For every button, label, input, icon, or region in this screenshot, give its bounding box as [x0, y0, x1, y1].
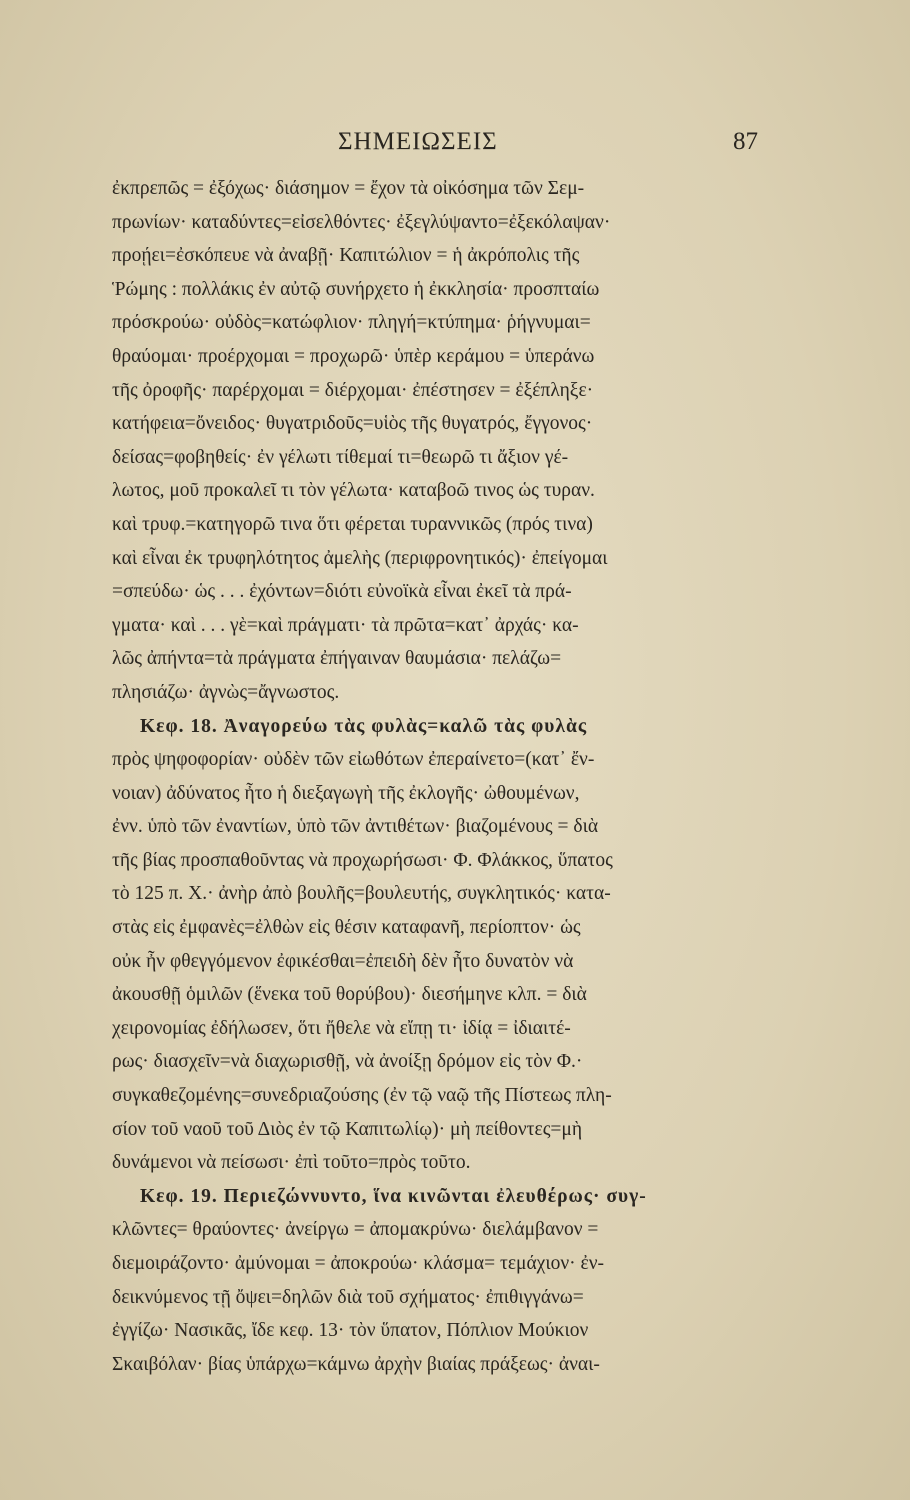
text-line: συγκαθεζομένης=συνεδριαζούσης (ἐν τῷ ναῷ τῆς Πίστεως πλη-	[112, 1085, 612, 1107]
text-line: καὶ τρυφ.=κατηγορῶ τινα ὅτι φέρεται τυραννικῶς (πρός τινα)	[112, 513, 593, 535]
chapter-18-heading-line: Κεφ. 18. Ἀναγορεύω τὰς φυλὰς=καλῶ τὰς φυλὰς	[140, 715, 588, 737]
text-line: =σπεύδω· ὡς . . . ἐχόντων=διότι εὐνοϊκὰ εἶναι ἐκεῖ τὰ πρά-	[112, 581, 572, 603]
text-line: ἐγγίζω· Νασικᾶς, ἴδε κεφ. 13· τὸν ὕπατον, Πόπλιον Μούκιον	[112, 1320, 589, 1342]
text-line: θραύομαι· προέρχομαι = προχωρῶ· ὑπὲρ κεράμου = ὑπεράνω	[112, 345, 595, 367]
text-line: οὐκ ἦν φθεγγόμενον ἐφικέσθαι=ἐπειδὴ δὲν ἦτο δυνατὸν νὰ	[112, 950, 574, 972]
running-head: ΣΗΜΕΙΩΣΕΙΣ	[338, 128, 498, 155]
text-line: διεμοιράζοντο· ἀμύνομαι = ἀποκρούω· κλάσμα= τεμάχιον· ἐν-	[112, 1253, 605, 1274]
text-line: σίον τοῦ ναοῦ τοῦ Διὸς ἐν τῷ Καπιτωλίῳ)· μὴ πείθοντες=μὴ	[112, 1118, 583, 1140]
text-line: καὶ εἶναι ἐκ τρυφηλότητος ἀμελὴς (περιφρονητικός)· ἐπείγομαι	[112, 547, 608, 569]
text-line: ρως· διασχεῖν=νὰ διαχωρισθῇ, νὰ ἀνοίξῃ δρόμον εἰς τὸν Φ.·	[112, 1051, 583, 1073]
text-line: δεικνύμενος τῇ ὄψει=δηλῶν διὰ τοῦ σχήματος· ἐπιθιγγάνω=	[112, 1286, 584, 1308]
text-line: ἀκουσθῇ ὁμιλῶν (ἕνεκα τοῦ θορύβου)· διεσήμηνε κλπ. = διὰ	[112, 984, 587, 1006]
text-line: ἐνν. ὑπὸ τῶν ἐναντίων, ὑπὸ τῶν ἀντιθέτων· βιαζομένους = διὰ	[112, 816, 599, 838]
text-line: πρωνίων· καταδύντες=εἰσελθόντες· ἐξεγλύψαντο=ἐξεκόλαψαν·	[112, 211, 611, 233]
text-line: τῆς βίας προσπαθοῦντας νὰ προχωρήσωσι· Φ. Φλάκκος, ὕπατος	[112, 849, 613, 871]
text-line: χειρονομίας ἐδήλωσεν, ὅτι ἤθελε νὰ εἴπῃ τι· ἰδίᾳ = ἰδιαιτέ-	[112, 1017, 571, 1039]
text-line: προῄει=ἐσκόπευε νὰ ἀναβῇ· Καπιτώλιον = ἡ ἀκρόπολις τῆς	[112, 245, 580, 267]
page-number: 87	[733, 128, 758, 155]
text-line: κλῶντες= θραύοντες· ἀνείργω = ἀπομακρύνω· διελάμβανον =	[112, 1219, 599, 1241]
text-line: πρὸς ψηφοφορίαν· οὐδὲν τῶν εἰωθότων ἐπεραίνετο=(κατ᾿ ἔν-	[112, 749, 595, 771]
text-line: ἐκπρεπῶς = ἐξόχως· διάσημον = ἔχον τὰ οἰκόσημα τῶν Σεμ-	[112, 178, 585, 199]
text-line: τῆς ὀροφῆς· παρέρχομαι = διέρχομαι· ἐπέστησεν = ἐξέπληξε·	[112, 379, 594, 401]
text-line: δυνάμενοι νὰ πείσωσι· ἐπὶ τοῦτο=πρὸς τοῦτο.	[112, 1152, 471, 1174]
text-line: δείσας=φοβηθείς· ἐν γέλωτι τίθεμαί τι=θεωρῶ τι ἄξιον γέ-	[112, 446, 569, 468]
text-line: λωτος, μοῦ προκαλεῖ τι τὸν γέλωτα· καταβοῶ τινος ὡς τυραν.	[112, 480, 595, 502]
text-line: Σκαιβόλαν· βίας ὑπάρχω=κάμνω ἀρχὴν βιαίας πράξεως· ἀναι-	[112, 1353, 600, 1375]
text-line: λῶς ἀπήντα=τὰ πράγματα ἐπήγαιναν θαυμάσια· πελάζω=	[112, 648, 562, 670]
chapter-19-heading-line: Κεφ. 19. Περιεζώννυντο, ἵνα κινῶνται ἐλευθέρως· συγ-	[140, 1185, 647, 1207]
notes-body	[112, 172, 812, 1381]
text-line: πλησιάζω· ἀγνὼς=ἄγνωστος.	[112, 681, 340, 703]
text-line: Ῥώμης : πολλάκις ἐν αὐτῷ συνήρχετο ἡ ἐκκλησία· προσπταίω	[112, 278, 600, 300]
text-line: πρόσκρούω· οὐδὸς=κατώφλιον· πληγή=κτύπημα· ῥήγνυμαι=	[112, 312, 591, 334]
text-line: νοιαν) ἀδύνατος ἦτο ἡ διεξαγωγὴ τῆς ἐκλογῆς· ὠθουμένων,	[112, 782, 580, 804]
text-line: τὸ 125 π. Χ.· ἀνὴρ ἀπὸ βουλῆς=βουλευτής, συγκλητικός· κατα-	[112, 883, 611, 905]
text-line: γματα· καὶ . . . γὲ=καὶ πράγματι· τὰ πρῶτα=κατ᾿ ἀρχάς· κα-	[112, 614, 579, 636]
text-line: κατήφεια=ὄνειδος· θυγατριδοῦς=υἱὸς τῆς θυγατρός, ἔγγονος·	[112, 413, 593, 435]
text-line: στὰς εἰς ἐμφανὲς=ἐλθὼν εἰς θέσιν καταφανῆ, περίοπτον· ὡς	[112, 917, 581, 939]
